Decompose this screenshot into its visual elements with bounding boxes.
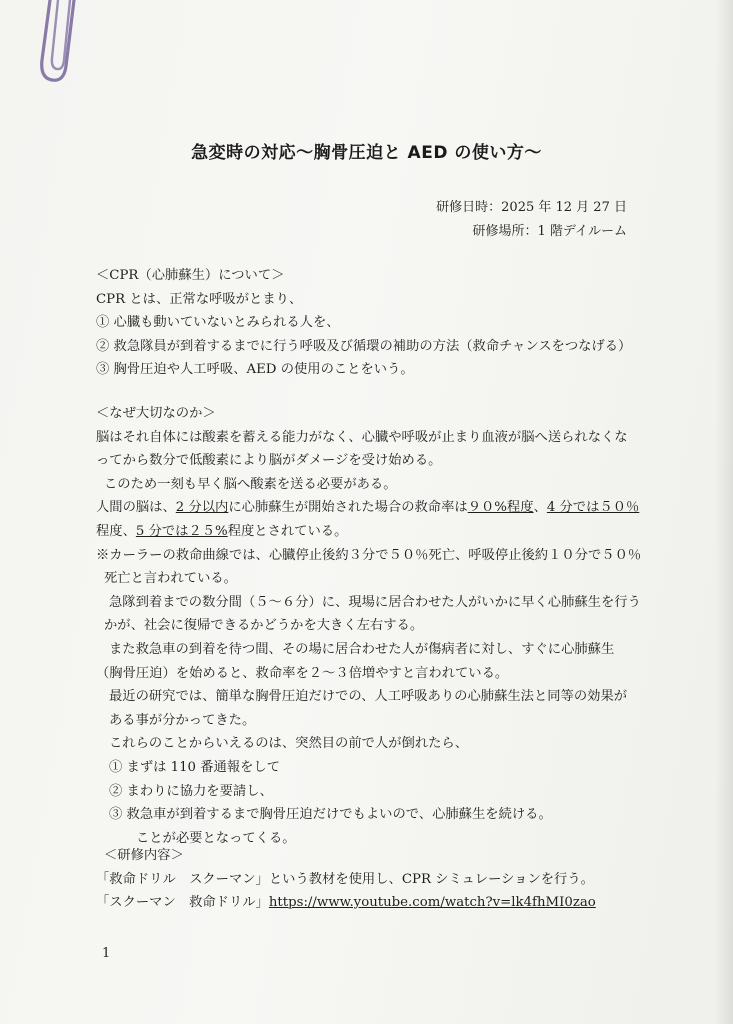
- video-reference-line: [96, 891, 641, 915]
- cpr-definition-line: CPR とは、正常な呼吸がとまり、: [96, 291, 303, 307]
- note-line: ※カーラーの救命曲線では、心臓停止後約３分で５０％死亡、呼吸停止後約１０分で５０％: [96, 547, 642, 563]
- section-why-important: [96, 402, 641, 850]
- paragraph-line: ってから数分で低酸素により脳がダメージを受け始める。: [96, 453, 442, 469]
- cpr-definition-line: ① 心臓も動いていないとみられる人を、: [96, 315, 340, 331]
- paragraph-line: 脳はそれ自体には酸素を蓄える能力がなく、心臓や呼吸が止まり血液が脳へ送られなくな: [96, 429, 628, 445]
- text-run: に心肺蘇生が開始された場合の救命率は: [228, 500, 468, 516]
- text-run: 、: [533, 500, 547, 516]
- text-run: 人間の脳は、: [96, 500, 176, 516]
- section-training-content: [96, 844, 641, 915]
- training-date: 研修日時：2025 年 12 月 27 日: [436, 200, 627, 215]
- survival-rate-line: [96, 496, 641, 520]
- training-description: 「救命ドリル スクーマン」という教材を使用し、CPR シミュレーションを行う。: [96, 871, 594, 887]
- underlined-rate: ９０%程度: [467, 500, 534, 516]
- action-step: ③ 救急車が到着するまで胸骨圧迫だけでもよいので、心肺蘇生を続ける。: [109, 807, 552, 823]
- paragraph-line: ことが必要となってくる。: [136, 830, 296, 846]
- video-link[interactable]: https://www.youtube.com/watch?v=lk4fhMI0zao: [268, 895, 596, 911]
- cpr-definition-line: ③ 胸骨圧迫や人工呼吸、AED の使用のことをいう。: [96, 362, 414, 378]
- paragraph-line: ある事が分かってきた。: [109, 712, 256, 728]
- video-label: 「スクーマン 救命ドリル」: [96, 895, 269, 911]
- paragraph-line: 最近の研究では、簡単な胸骨圧迫だけでの、人工呼吸ありの心肺蘇生法と同等の効果が: [109, 689, 628, 705]
- paragraph-line: （胸骨圧迫）を始めると、救命率を２～３倍増やすと言われている。: [96, 665, 509, 681]
- paperclip-icon: [28, 0, 88, 90]
- action-step: ① まずは 110 番通報をして: [109, 759, 281, 775]
- paragraph-line: かが、社会に復帰できるかどうかを大きく左右する。: [104, 618, 424, 634]
- paragraph-line: 急隊到着までの数分間（５～６分）に、現場に居合わせた人がいかに早く心肺蘇生を行う: [109, 594, 641, 610]
- document-title: 急変時の対応～胸骨圧迫と AED の使い方～: [191, 143, 542, 163]
- note-line: 死亡と言われている。: [104, 571, 237, 587]
- section-heading-why: ＜なぜ大切なのか＞: [96, 406, 216, 421]
- paragraph-line: このため一刻も早く脳へ酸素を送る必要がある。: [104, 476, 397, 492]
- underlined-rate: 5 分では２５%: [135, 523, 228, 539]
- training-place: 研修場所：1 階デイルーム: [472, 224, 627, 239]
- section-heading-training: ＜研修内容＞: [104, 848, 184, 863]
- cpr-definition-line: ② 救急隊員が到着するまでに行う呼吸及び循環の補助の方法（救命チャンスをつなげる）: [96, 338, 632, 354]
- text-run: 程度とされている。: [227, 523, 348, 539]
- paragraph-line: また救急車の到着を待つ間、その場に居合わせた人が傷病者に対し、すぐに心肺蘇生: [109, 641, 615, 657]
- section-heading-cpr: ＜CPR（心肺蘇生）について＞: [96, 268, 285, 283]
- action-step: ② まわりに協力を要請し、: [109, 783, 273, 799]
- survival-rate-line: [96, 520, 641, 544]
- page-number: 1: [102, 946, 111, 961]
- section-cpr: [96, 264, 641, 382]
- underlined-time: 2 分以内: [175, 500, 229, 516]
- text-run: 程度、: [96, 523, 136, 539]
- underlined-rate: 4 分では５０％: [546, 500, 640, 516]
- paragraph-line: これらのことからいえるのは、突然目の前で人が倒れたら、: [109, 736, 469, 752]
